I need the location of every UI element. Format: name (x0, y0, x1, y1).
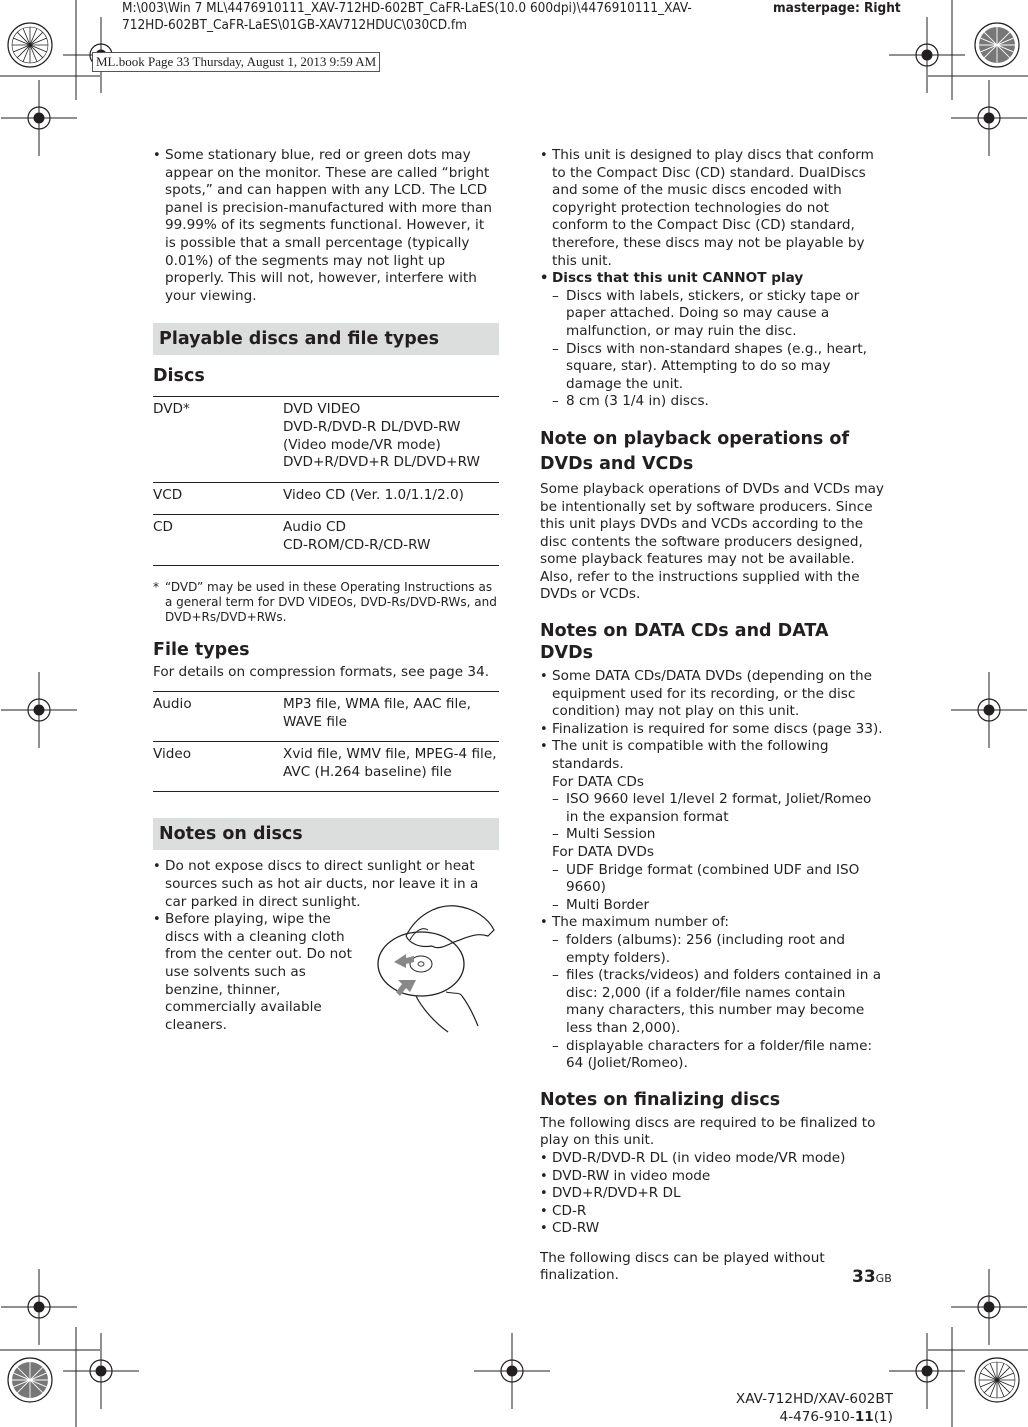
data-dvd-item: – UDF Bridge format (combined UDF and ISO 9660) (552, 861, 860, 896)
disc-format: (Video mode/VR mode) (283, 436, 441, 453)
data-bullet: • Finalization is required for some discs (page 33). (540, 721, 886, 739)
right-column (540, 147, 886, 1285)
for-data-dvds-label: For DATA DVDs (552, 844, 654, 860)
data-cd-text: Multi Session (566, 826, 656, 843)
file-format: AVC (H.264 baseline) file (283, 763, 452, 780)
disc-format: DVD-R/DVD-R DL/DVD-RW (283, 418, 461, 435)
file-path (122, 0, 742, 34)
discs-table (153, 396, 499, 565)
table-row (153, 515, 499, 565)
finalize-intro: The following discs are required to be finalized to play on this unit. (540, 1114, 876, 1149)
notes-bullet-sunlight: • Do not expose discs to direct sunlight or heat sources such as hot air ducts, nor leave it in a car parked in direct sunlight. (153, 858, 499, 911)
max-item: – folders (albums): 256 (including root and empty folders). (552, 931, 845, 966)
disc-format: CD-ROM/CD-R/CD-RW (283, 536, 431, 553)
disc-type: CD (153, 515, 283, 565)
file-path-line-1: M:\003\Win 7 ML\4476910111_XAV-712HD-602BT_CaFR-LaES(10.0 600dpi)\4476910111_XAV- (122, 0, 692, 16)
disc-format: Audio CD (283, 519, 346, 536)
cannot-play-item: – Discs with non-standard shapes (e.g., heart, square, star). Attempting to do so may damage the unit. (552, 340, 867, 392)
data-bullet: • Some DATA CDs/DATA DVDs (depending on the equipment used for its recording, or the disc condition) may not play on this unit. (540, 668, 886, 721)
finalize-heading: Notes on finalizing discs (540, 1089, 781, 1110)
file-format: Xvid file, WMV file, MPEG-4 file, (283, 746, 497, 763)
file-types-heading: File types (153, 639, 250, 660)
page-number-suffix: GB (875, 1272, 892, 1285)
data-bullet: • The unit is compatible with the following standards. (540, 738, 886, 773)
cannot-play-item: – 8 cm (3 1/4 in) discs. (552, 393, 709, 410)
disc-format: DVD+R/DVD+R DL/DVD+RW (283, 454, 480, 471)
max-item: – files (tracks/videos) and folders contained in a disc: 2,000 (if a folder/file names contain many characters, this number may become less than 2,000). (552, 967, 882, 1036)
section-title-playable: Playable discs and file types (153, 323, 499, 355)
playback-heading: Note on playback operations of DVDs and VCDs (540, 428, 850, 474)
masterpage-label: masterpage: Right (773, 0, 901, 16)
max-item-text: displayable characters for a folder/file name: 64 (Joliet/Romeo). (566, 1037, 873, 1072)
disc-cleaning-illustration (376, 896, 500, 1036)
part-code-revision: 11 (854, 1409, 874, 1425)
file-types-table (153, 691, 499, 792)
table-row (153, 397, 499, 482)
max-item-text: folders (albums): 256 (including root and empty folders). (566, 931, 845, 966)
table-row (153, 692, 499, 742)
cd-standard-bullet: • This unit is designed to play discs that conform to the Compact Disc (CD) standard. DualDiscs and some of the music discs encoded with copyright protection technologies do not conform to the Compact Disc (CD) standard, therefore, these discs may not be playable by this unit. (540, 147, 886, 270)
max-item: – displayable characters for a folder/file name: 64 (Joliet/Romeo). (552, 1037, 873, 1072)
footnote-text: “DVD” may be used in these Operating Instructions as a general term for DVD VIDEOs, DVD-Rs/DVD-RWs, and DVD+Rs/DVD+RWs. (165, 579, 497, 624)
notes-bullet-wipe: • Before playing, wipe the discs with a cleaning cloth from the center out. Do not use solvents such as benzine, thinner, commercially available cleaners. (153, 911, 365, 1034)
disc-type: DVD* (153, 397, 283, 482)
part-code (735, 1409, 893, 1425)
part-code-main: 4-476-910- (779, 1409, 855, 1425)
cannot-play-text: 8 cm (3 1/4 in) discs. (566, 393, 709, 410)
disc-formats (283, 515, 499, 565)
data-cd-item: – Multi Session (552, 826, 656, 843)
finalize-item: • CD-R (540, 1203, 886, 1221)
intro-bullet: • Some stationary blue, red or green dots may appear on the monitor. These are called “bright spots,” and can happen with any LCD. The LCD panel is precision-manufactured with more than 99.99% of its segments functional. However, it is possible that a small percentage (typically 0.01%) of the segments may not light up properly. This will not, however, interfere with your viewing. (153, 147, 499, 305)
no-finalize-text: The following discs can be played without finalization. (540, 1249, 825, 1284)
file-format: MP3 file, WMA file, AAC file, (283, 696, 471, 713)
file-type: Video (153, 742, 283, 792)
file-types-intro: For details on compression formats, see page 34. (153, 663, 490, 680)
data-dvd-text: UDF Bridge format (combined UDF and ISO 9660) (566, 861, 860, 896)
data-dvd-text: Multi Border (566, 896, 650, 913)
finalize-item: • DVD-RW in video mode (540, 1168, 886, 1186)
cannot-play-item: – Discs with labels, stickers, or sticky tape or paper attached. Doing so may cause a malfunction, or may ruin the disc. (552, 287, 860, 339)
finalize-item: • DVD+R/DVD+R DL (540, 1185, 886, 1203)
disc-format: DVD VIDEO (283, 401, 361, 418)
file-type: Audio (153, 692, 283, 742)
disc-formats (283, 397, 499, 482)
data-cd-item: – ISO 9660 level 1/level 2 format, Joliet/Romeo in the expansion format (552, 791, 872, 825)
disc-format: Video CD (Ver. 1.0/1.1/2.0) (283, 486, 464, 503)
page-number (852, 1267, 892, 1287)
cannot-play-text: Discs with labels, stickers, or sticky tape or paper attached. Doing so may cause a malfunction, or may ruin the disc. (566, 287, 860, 339)
finalize-item: • CD-RW (540, 1220, 886, 1238)
disc-formats (283, 482, 499, 515)
playback-text: Some playback operations of DVDs and VCDs may be intentionally set by software producers. Since this unit plays DVDs and VCDs according to the disc contents the software producers designed, some playback features may not be available. Also, refer to the instructions supplied with the DVDs or VCDs. (540, 480, 884, 603)
finalize-item: • DVD-R/DVD-R DL (in video mode/VR mode) (540, 1150, 886, 1168)
cannot-play-heading: • Discs that this unit CANNOT play (540, 270, 886, 288)
discs-heading: Discs (153, 366, 205, 387)
data-discs-heading: Notes on DATA CDs and DATA DVDs (540, 621, 829, 664)
book-info: ML.book Page 33 Thursday, August 1, 2013 9:59 AM (92, 52, 380, 72)
data-dvd-item: – Multi Border (552, 896, 650, 913)
model-number: XAV-712HD/XAV-602BT (735, 1391, 893, 1407)
table-row (153, 482, 499, 515)
file-format: WAVE file (283, 713, 348, 730)
footnote (153, 580, 499, 625)
data-bullet: • The maximum number of: (540, 914, 886, 932)
part-code-end: (1) (873, 1409, 893, 1425)
section-title-notes-on-discs: Notes on discs (153, 818, 499, 850)
file-path-line-2: 712HD-602BT_CaFR-LaES\01GB-XAV712HDUC\030CD.fm (122, 17, 468, 33)
file-formats (283, 742, 499, 792)
cannot-play-text: Discs with non-standard shapes (e.g., heart, square, star). Attempting to do so may damage the unit. (566, 340, 867, 392)
table-row (153, 742, 499, 792)
page-number-value: 33 (852, 1267, 876, 1287)
disc-type: VCD (153, 482, 283, 515)
max-item-text: files (tracks/videos) and folders contained in a disc: 2,000 (if a folder/file names contain many characters, this number may become less than 2,000). (566, 967, 882, 1036)
footnote-mark: * (153, 579, 159, 594)
data-cd-text: ISO 9660 level 1/level 2 format, Joliet/Romeo in the expansion format (566, 791, 872, 825)
for-data-cds-label: For DATA CDs (552, 773, 644, 790)
file-formats (283, 692, 499, 742)
